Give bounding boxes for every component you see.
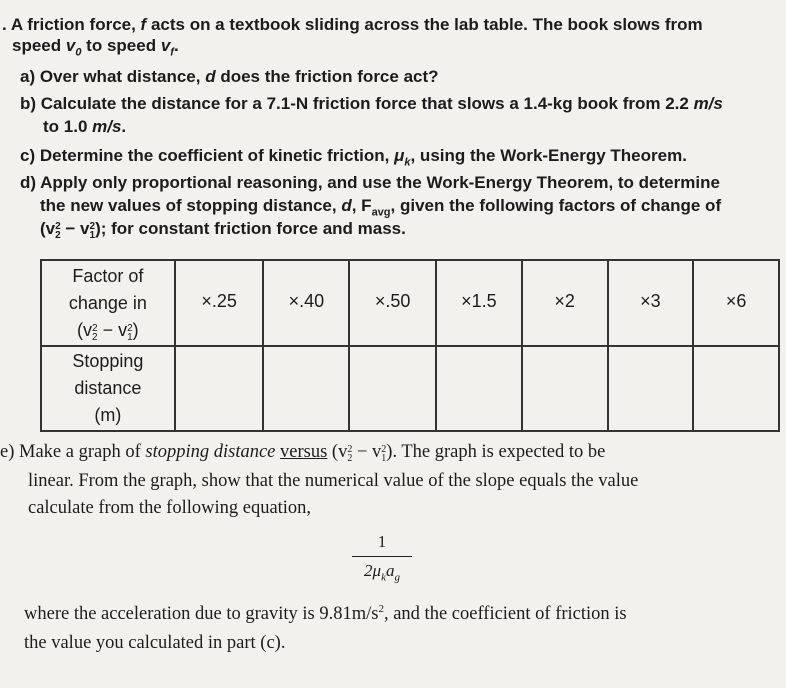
favg-subscript: avg xyxy=(371,206,391,219)
question-intro-line2 xyxy=(12,36,179,59)
part-e-line2: linear. From the graph, show that the numerical value of the slope equals the value xyxy=(28,471,639,491)
e-sub1: 1 xyxy=(381,453,387,464)
factor-cell: ×.40 xyxy=(263,260,349,346)
part-e-label: e) xyxy=(0,442,15,462)
distance-input-cell[interactable] xyxy=(522,346,608,431)
intro-text-5: . xyxy=(173,36,179,55)
part-e-italic: stopping distance xyxy=(145,442,276,462)
part-b-label: b) xyxy=(20,94,37,113)
part-e-versus: versus xyxy=(280,442,328,462)
e-sup2: 2 xyxy=(347,444,353,455)
part-c xyxy=(20,146,687,169)
part-c-label: c) xyxy=(20,146,36,165)
t-sub1: 1 xyxy=(127,331,133,343)
factor-header-line1: Factor of xyxy=(72,265,144,286)
gravity-unit-sup: 2 xyxy=(378,602,384,615)
part-d-text-2: the new values of stopping distance, xyxy=(40,196,342,215)
distance-input-cell[interactable] xyxy=(175,346,264,431)
distance-header-line1: Stopping xyxy=(72,351,144,371)
e-sup2b: 2 xyxy=(381,444,387,455)
part-d-line3 xyxy=(40,219,406,240)
d-sup2b: 2 xyxy=(89,221,96,232)
part-d-d-symbol: d xyxy=(341,196,352,215)
factor-cell: ×1.5 xyxy=(436,260,522,346)
mu-subscript: k xyxy=(404,156,411,169)
part-e-line1 xyxy=(0,442,605,463)
distance-input-cell[interactable] xyxy=(436,346,522,431)
distance-header-cell xyxy=(41,346,175,431)
part-d-text-4: , given the following factors of change of xyxy=(390,196,722,215)
part-c-text-1: Determine the coefficient of kinetic friction, xyxy=(39,146,395,165)
equation-den-k: k xyxy=(381,571,386,584)
question-number: . xyxy=(2,15,7,34)
t-sub2: 2 xyxy=(92,331,98,343)
part-e-minus: − v xyxy=(352,442,382,462)
distance-input-cell[interactable] xyxy=(263,346,349,431)
vf-symbol: v xyxy=(160,36,171,55)
part-a-text-2: does the friction force act? xyxy=(215,67,439,86)
factor-header-close: ) xyxy=(132,319,139,340)
part-a-label: a) xyxy=(20,67,36,86)
intro-text-3: speed xyxy=(12,36,66,55)
part-d-text-5: ); for constant friction force and mass. xyxy=(95,219,406,238)
factor-table xyxy=(40,259,780,432)
factor-cell: ×.50 xyxy=(349,260,436,346)
distance-input-cell[interactable] xyxy=(693,346,779,431)
factor-header-minus: − v xyxy=(97,319,128,340)
part-e-line4 xyxy=(24,604,627,624)
v0-symbol: v xyxy=(65,36,76,55)
part-e-open: (v xyxy=(327,442,348,462)
part-e-text-2: ). The graph is expected to be xyxy=(386,442,606,462)
part-d-text-1: Apply only proportional reasoning, and use the Work-Energy Theorem, to determine xyxy=(40,173,720,192)
part-d-label: d) xyxy=(20,173,37,192)
factor-cell: ×6 xyxy=(693,260,779,346)
equation-den-a: a xyxy=(385,561,395,580)
part-b-line1 xyxy=(20,94,723,114)
part-b-period: . xyxy=(121,117,127,136)
factor-row xyxy=(41,260,779,346)
friction-symbol: f xyxy=(140,15,147,34)
vf-subscript: f xyxy=(170,46,174,59)
t-sup2b: 2 xyxy=(127,322,133,334)
part-b-unit-1: m/s xyxy=(693,94,723,113)
mu-symbol: μ xyxy=(394,146,405,165)
part-d-open: (v xyxy=(40,219,56,238)
part-e-line3: calculate from the following equation, xyxy=(28,498,312,518)
question-intro-line1 xyxy=(2,15,703,35)
equation-den-g: g xyxy=(394,571,400,584)
equation-den-mu: 2μ xyxy=(364,561,382,580)
distance-header-line3: (m) xyxy=(94,405,122,425)
factor-header-cell xyxy=(41,260,175,346)
t-sup2: 2 xyxy=(92,322,98,334)
part-a xyxy=(20,67,439,87)
d-sub1: 1 xyxy=(89,230,96,241)
part-d-minus: − v xyxy=(60,219,90,238)
part-d-text-3: , F xyxy=(351,196,372,215)
part-c-text-2: , using the Work-Energy Theorem. xyxy=(410,146,687,165)
factor-header-line2: change in xyxy=(68,292,147,313)
factor-cell: ×3 xyxy=(608,260,694,346)
distance-input-cell[interactable] xyxy=(608,346,694,431)
equation-denominator xyxy=(352,557,412,584)
d-sub2: 2 xyxy=(55,230,61,241)
part-b-text-1: Calculate the distance for a 7.1-N friction force that slows a 1.4-kg book from 2.2 xyxy=(40,94,694,113)
factor-cell: ×2 xyxy=(522,260,608,346)
v0-subscript: 0 xyxy=(75,46,82,59)
part-e-text-3: where the acceleration due to gravity is 9.81m/s xyxy=(24,604,379,624)
intro-text-2: acts on a textbook sliding across the lab table. The book slows from xyxy=(146,15,703,34)
distance-row xyxy=(41,346,779,431)
factor-header-open: (v xyxy=(77,319,93,340)
intro-text-4: to speed xyxy=(81,36,161,55)
part-a-d-symbol: d xyxy=(205,67,216,86)
distance-header-line2: distance xyxy=(74,378,142,398)
equation-numerator: 1 xyxy=(352,532,412,557)
part-d-line2 xyxy=(40,196,722,219)
part-e-line5: the value you calculated in part (c). xyxy=(24,633,286,653)
part-e-text-4: , and the coefficient of friction is xyxy=(383,604,627,624)
part-a-text-1: Over what distance, xyxy=(39,67,206,86)
distance-input-cell[interactable] xyxy=(349,346,436,431)
factor-header-line3 xyxy=(42,317,174,344)
part-b-line2 xyxy=(43,117,126,137)
part-d-line1 xyxy=(20,173,720,193)
part-b-text-2: to 1.0 xyxy=(43,117,93,136)
factor-cell: ×.25 xyxy=(175,260,264,346)
part-b-unit-2: m/s xyxy=(92,117,122,136)
intro-text-1: A friction force, xyxy=(10,15,141,34)
e-sub2: 2 xyxy=(347,453,353,464)
part-e-text-1: Make a graph of xyxy=(19,442,146,462)
d-sup2: 2 xyxy=(55,221,61,232)
slope-equation xyxy=(352,532,412,584)
